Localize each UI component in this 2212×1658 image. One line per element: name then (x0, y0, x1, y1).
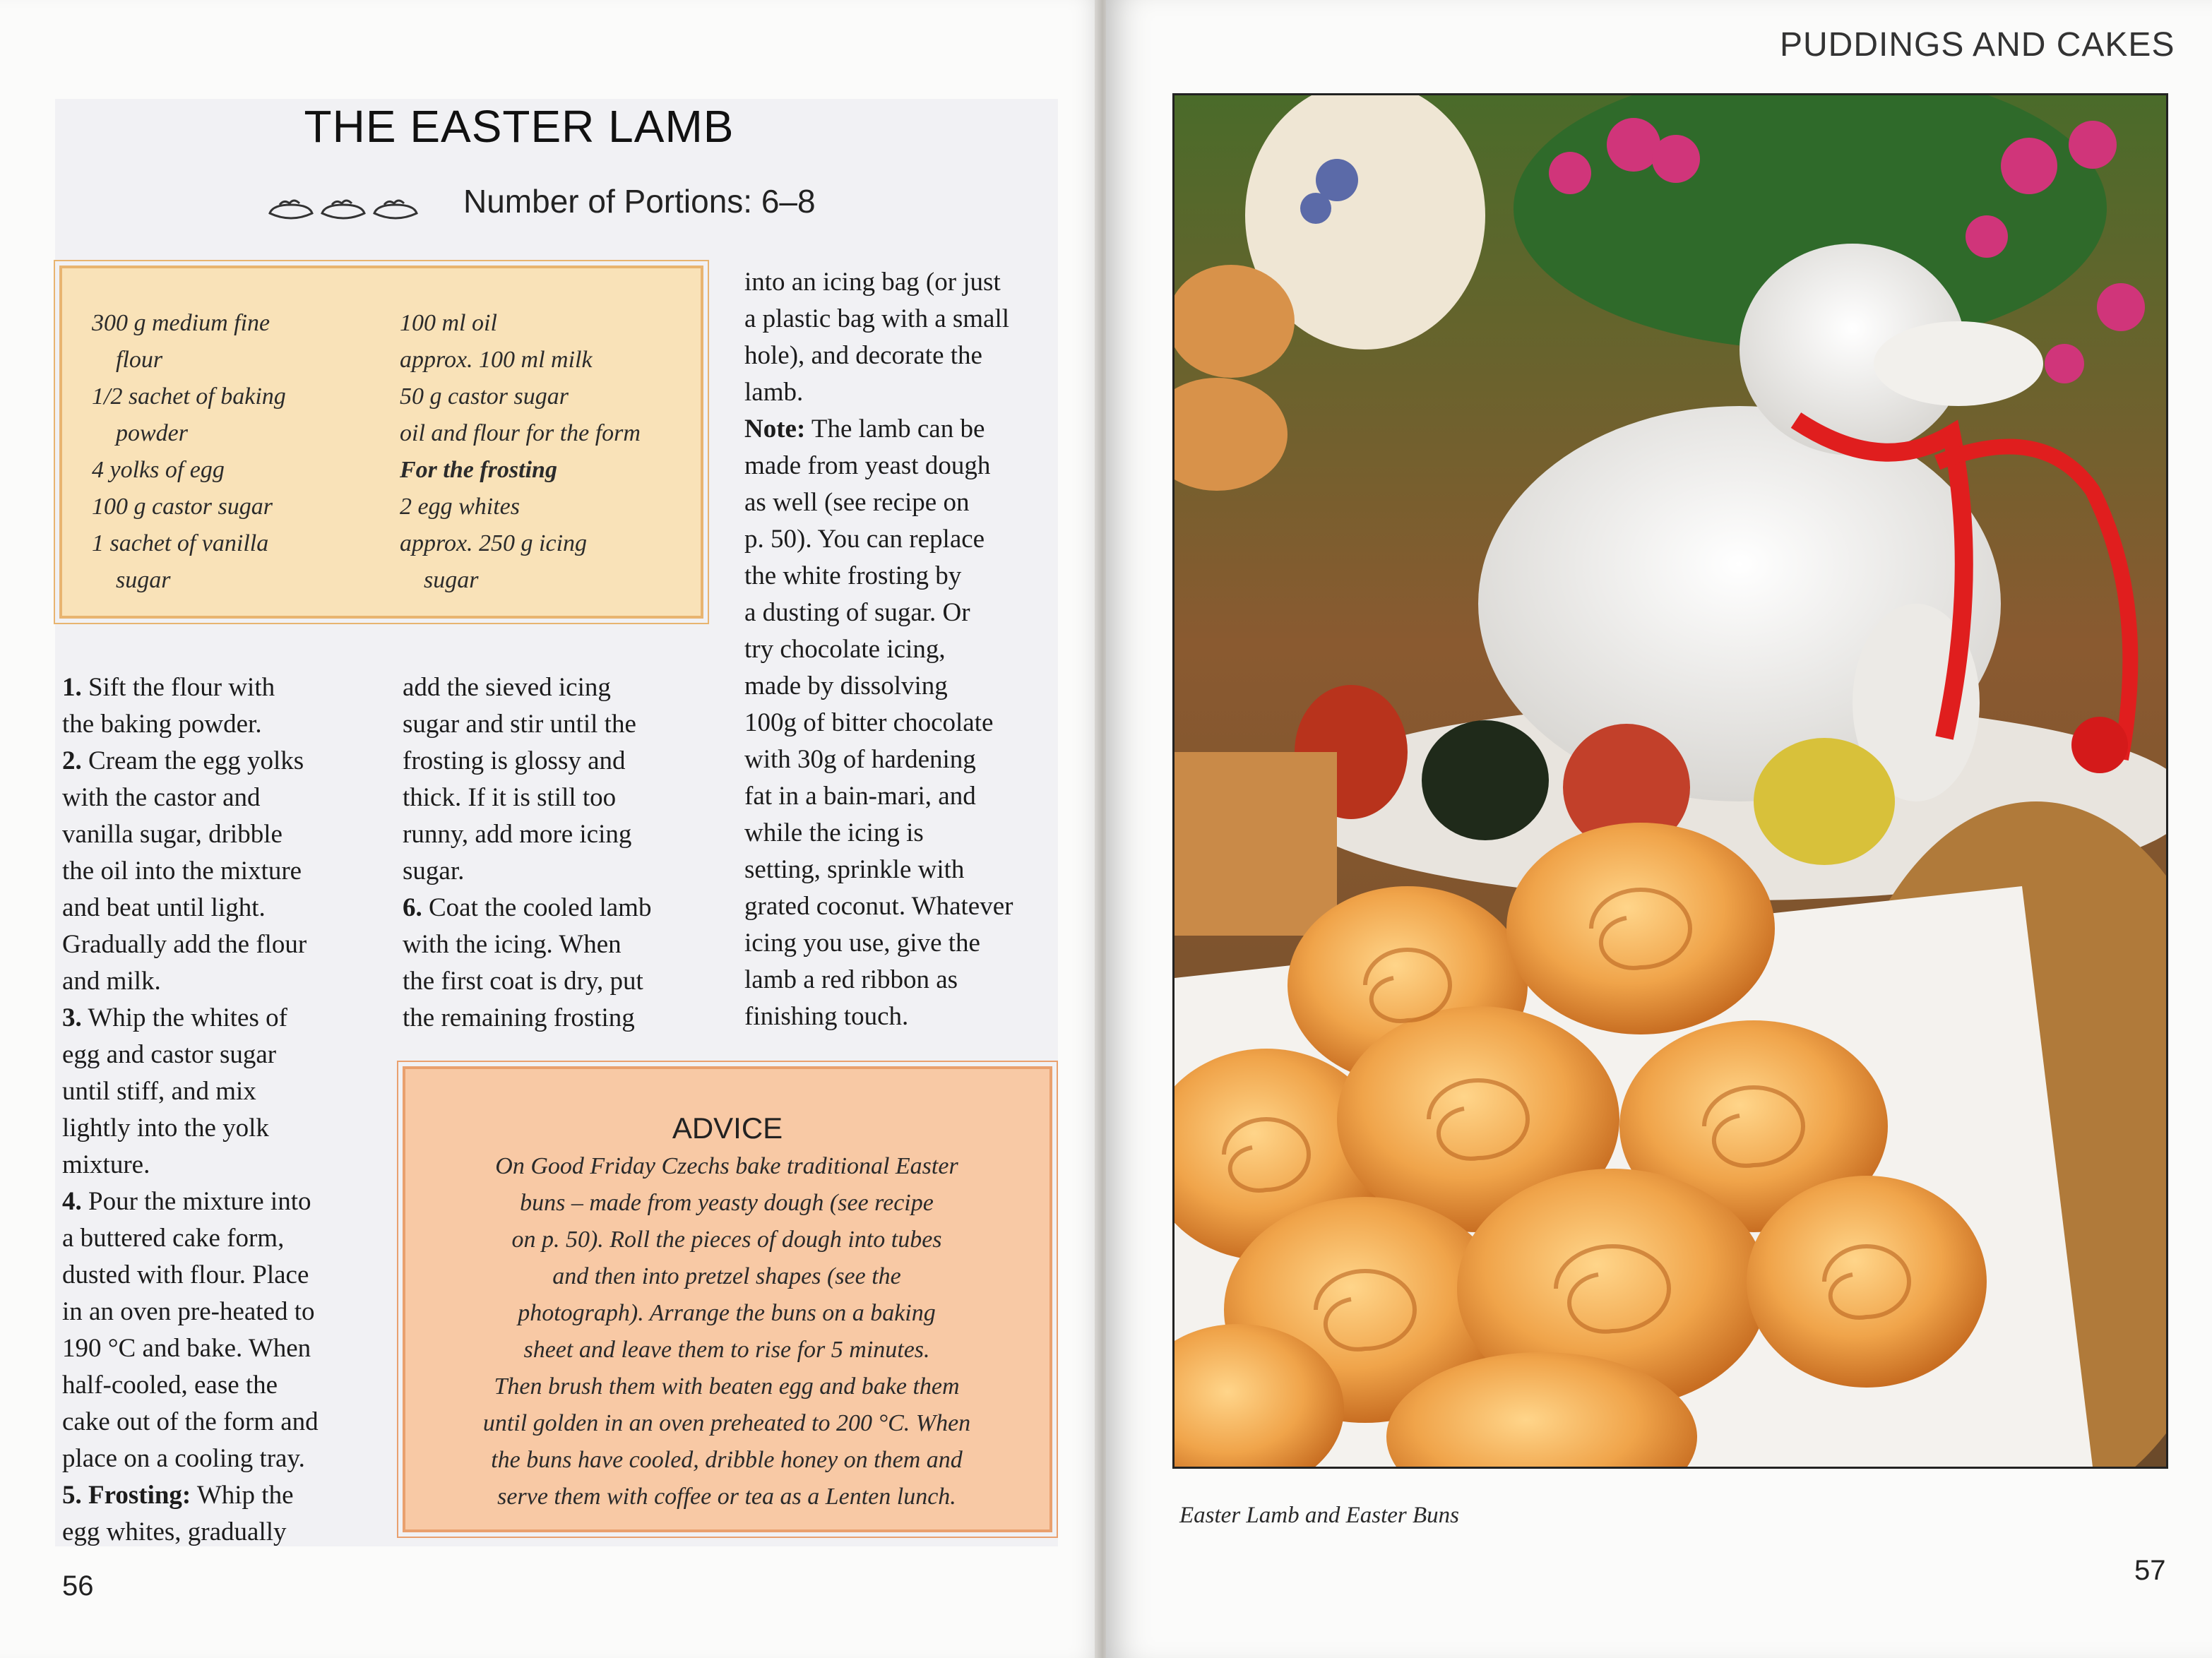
method-line (62, 1514, 319, 1551)
step-number: 6. (403, 893, 422, 922)
step-text: and beat until light. (62, 893, 266, 922)
advice-line: the buns have cooled, dribble honey on them and (491, 1447, 963, 1473)
step-text: the baking powder. (62, 710, 262, 739)
frosting-subheading: For the frosting (400, 457, 557, 483)
step-text: Coat the cooled lamb (422, 893, 652, 922)
method-line (744, 888, 1013, 925)
ingredients-column-1 (92, 305, 286, 599)
step-text: a plastic bag with a small (744, 304, 1010, 333)
step-number: 3. (62, 1003, 82, 1032)
step-text: mixture. (62, 1150, 150, 1179)
step-text: thick. If it is still too (403, 783, 617, 812)
step-text: runny, add more icing (403, 820, 632, 849)
step-text: fat in a bain-mari, and (744, 782, 976, 811)
method-line (62, 1110, 319, 1147)
method-line (62, 1330, 319, 1367)
method-line (62, 743, 319, 780)
method-line (744, 852, 1013, 888)
method-line (403, 926, 651, 963)
method-line (62, 816, 319, 853)
step-text: the oil into the mixture (62, 857, 302, 885)
method-line (62, 706, 319, 743)
step-text: Whip the (191, 1481, 294, 1510)
step-text: Pour the mixture into (81, 1187, 311, 1216)
step-text: a buttered cake form, (62, 1224, 285, 1253)
method-line (403, 1000, 651, 1037)
photo-illustration (1175, 95, 2166, 1467)
step-text: with 30g of hardening (744, 745, 976, 774)
method-line (744, 962, 1013, 998)
method-line (744, 484, 1013, 521)
ingredients-box (59, 266, 703, 619)
method-line (403, 743, 651, 780)
method-line (403, 853, 651, 890)
ingredient-line: sugar (424, 567, 479, 593)
step-text: setting, sprinkle with (744, 855, 965, 884)
advice-line: photograph). Arrange the buns on a baking (518, 1300, 936, 1326)
method-line (744, 668, 1013, 705)
page-number-right: 57 (2134, 1555, 2166, 1586)
step-text: Sift the flour with (81, 673, 275, 702)
method-line (62, 1257, 319, 1294)
ingredient-line: 50 g castor sugar (400, 383, 569, 410)
step-text: half-cooled, ease the (62, 1371, 278, 1400)
method-line (744, 558, 1013, 595)
method-line (62, 1000, 319, 1037)
method-line (62, 1404, 319, 1441)
step-number: Note: (744, 415, 806, 443)
method-line (744, 815, 1013, 852)
method-line (744, 741, 1013, 778)
method-line (62, 1183, 319, 1220)
ingredient-line: 1/2 sachet of baking (92, 383, 286, 410)
method-line (62, 1147, 319, 1183)
method-line (62, 1294, 319, 1330)
step-number: 4. (62, 1187, 82, 1216)
photo-easter-lamb-and-buns (1172, 93, 2168, 1469)
method-column-2 (403, 669, 651, 1037)
ingredient-line: 100 ml oil (400, 310, 497, 336)
ingredient-line: flour (116, 347, 163, 373)
ingredient-line: 4 yolks of egg (92, 457, 225, 483)
method-line (744, 411, 1013, 448)
method-line (62, 890, 319, 926)
advice-line: buns – made from yeasty dough (see recipe (520, 1190, 934, 1216)
step-text: Cream the egg yolks (81, 746, 304, 775)
method-column-3 (744, 264, 1013, 1035)
step-text: icing you use, give the (744, 929, 980, 958)
step-text: try chocolate icing, (744, 635, 946, 664)
step-text: into an icing bag (or just (744, 268, 1001, 297)
step-text: with the castor and (62, 783, 261, 812)
method-line (62, 1367, 319, 1404)
ingredient-line: sugar (116, 567, 171, 593)
step-number: 5. Frosting: (62, 1481, 191, 1510)
advice-line: and then into pretzel shapes (see the (552, 1263, 901, 1289)
step-text: made from yeast dough (744, 451, 991, 480)
step-text: lamb a red ribbon as (744, 965, 958, 994)
portions-label: Number of Portions: 6–8 (463, 183, 816, 220)
step-text: and milk. (62, 967, 161, 996)
method-line (62, 926, 319, 963)
method-line (744, 705, 1013, 741)
method-line (403, 706, 651, 743)
step-text: place on a cooling tray. (62, 1444, 305, 1473)
method-line (403, 669, 651, 706)
step-text: cake out of the form and (62, 1407, 319, 1436)
step-text: with the icing. When (403, 930, 622, 959)
method-line (62, 1037, 319, 1073)
ingredient-line: approx. 250 g icing (400, 530, 588, 556)
method-line (403, 780, 651, 816)
step-text: 100g of bitter chocolate (744, 708, 994, 737)
ingredient-line: powder (116, 420, 188, 446)
advice-line: serve them with coffee or tea as a Lenten lunch. (497, 1484, 956, 1510)
page-number-left: 56 (62, 1570, 94, 1602)
section-header: PUDDINGS AND CAKES (1780, 26, 2175, 64)
step-text: frosting is glossy and (403, 746, 626, 775)
step-text: add the sieved icing (403, 673, 611, 702)
method-line (62, 780, 319, 816)
advice-line: sheet and leave them to rise for 5 minutes. (523, 1337, 930, 1363)
step-text: in an oven pre-heated to (62, 1297, 315, 1326)
method-line (744, 448, 1013, 484)
advice-line: Then brush them with beaten egg and bake them (494, 1373, 960, 1400)
ingredient-line: oil and flour for the form (400, 420, 641, 446)
photo-caption: Easter Lamb and Easter Buns (1179, 1503, 1459, 1528)
step-text: sugar. (403, 857, 465, 885)
step-text: dusted with flour. Place (62, 1260, 309, 1289)
advice-line: on p. 50). Roll the pieces of dough into tubes (511, 1227, 942, 1253)
advice-text (420, 1148, 1034, 1515)
step-text: a dusting of sugar. Or (744, 598, 970, 627)
method-line (62, 1477, 319, 1514)
ingredient-line: approx. 100 ml milk (400, 347, 593, 373)
method-line (403, 890, 651, 926)
step-text: Whip the whites of (81, 1003, 287, 1032)
ingredient-line: 100 g castor sugar (92, 494, 273, 520)
step-text: hole), and decorate the (744, 341, 982, 370)
ingredients-column-2 (400, 305, 641, 599)
recipe-title: THE EASTER LAMB (304, 101, 735, 152)
method-line (62, 963, 319, 1000)
step-text: made by dissolving (744, 672, 948, 700)
method-line (62, 1220, 319, 1257)
advice-line: On Good Friday Czechs bake traditional Easter (495, 1153, 958, 1179)
step-text: The lamb can be (805, 415, 985, 443)
step-number: 1. (62, 673, 82, 702)
method-line (62, 1441, 319, 1477)
step-text: lightly into the yolk (62, 1114, 269, 1143)
method-line (403, 816, 651, 853)
method-line (744, 521, 1013, 558)
step-text: as well (see recipe on (744, 488, 970, 517)
method-line (744, 925, 1013, 962)
method-line (744, 301, 1013, 338)
step-number: 2. (62, 746, 82, 775)
method-line (403, 963, 651, 1000)
method-line (744, 374, 1013, 411)
method-line (744, 338, 1013, 374)
method-line (62, 669, 319, 706)
difficulty-cake-icons (267, 189, 422, 225)
method-line (744, 631, 1013, 668)
right-page (1106, 0, 2212, 1658)
step-text: until stiff, and mix (62, 1077, 256, 1106)
method-line (62, 853, 319, 890)
step-text: lamb. (744, 378, 804, 407)
method-line (744, 998, 1013, 1035)
advice-line: until golden in an oven preheated to 200 °C. When (482, 1410, 971, 1436)
advice-title: ADVICE (672, 1111, 783, 1145)
step-text: vanilla sugar, dribble (62, 820, 283, 849)
method-line (744, 778, 1013, 815)
step-text: sugar and stir until the (403, 710, 636, 739)
step-text: grated coconut. Whatever (744, 892, 1013, 921)
step-text: p. 50). You can replace (744, 525, 985, 554)
ingredient-line: 1 sachet of vanilla (92, 530, 269, 556)
step-text: the white frosting by (744, 561, 962, 590)
ingredient-line: 2 egg whites (400, 494, 520, 520)
step-text: the first coat is dry, put (403, 967, 643, 996)
step-text: finishing touch. (744, 1002, 909, 1031)
step-text: the remaining frosting (403, 1003, 635, 1032)
method-line (744, 595, 1013, 631)
ingredient-line: 300 g medium fine (92, 310, 270, 336)
step-text: egg whites, gradually (62, 1517, 287, 1546)
method-column-1 (62, 669, 319, 1551)
step-text: egg and castor sugar (62, 1040, 277, 1069)
method-line (62, 1073, 319, 1110)
advice-box (403, 1066, 1052, 1532)
left-page (0, 0, 1102, 1658)
step-text: Gradually add the flour (62, 930, 307, 959)
step-text: while the icing is (744, 818, 924, 847)
method-line (744, 264, 1013, 301)
step-text: 190 °C and bake. When (62, 1334, 311, 1363)
